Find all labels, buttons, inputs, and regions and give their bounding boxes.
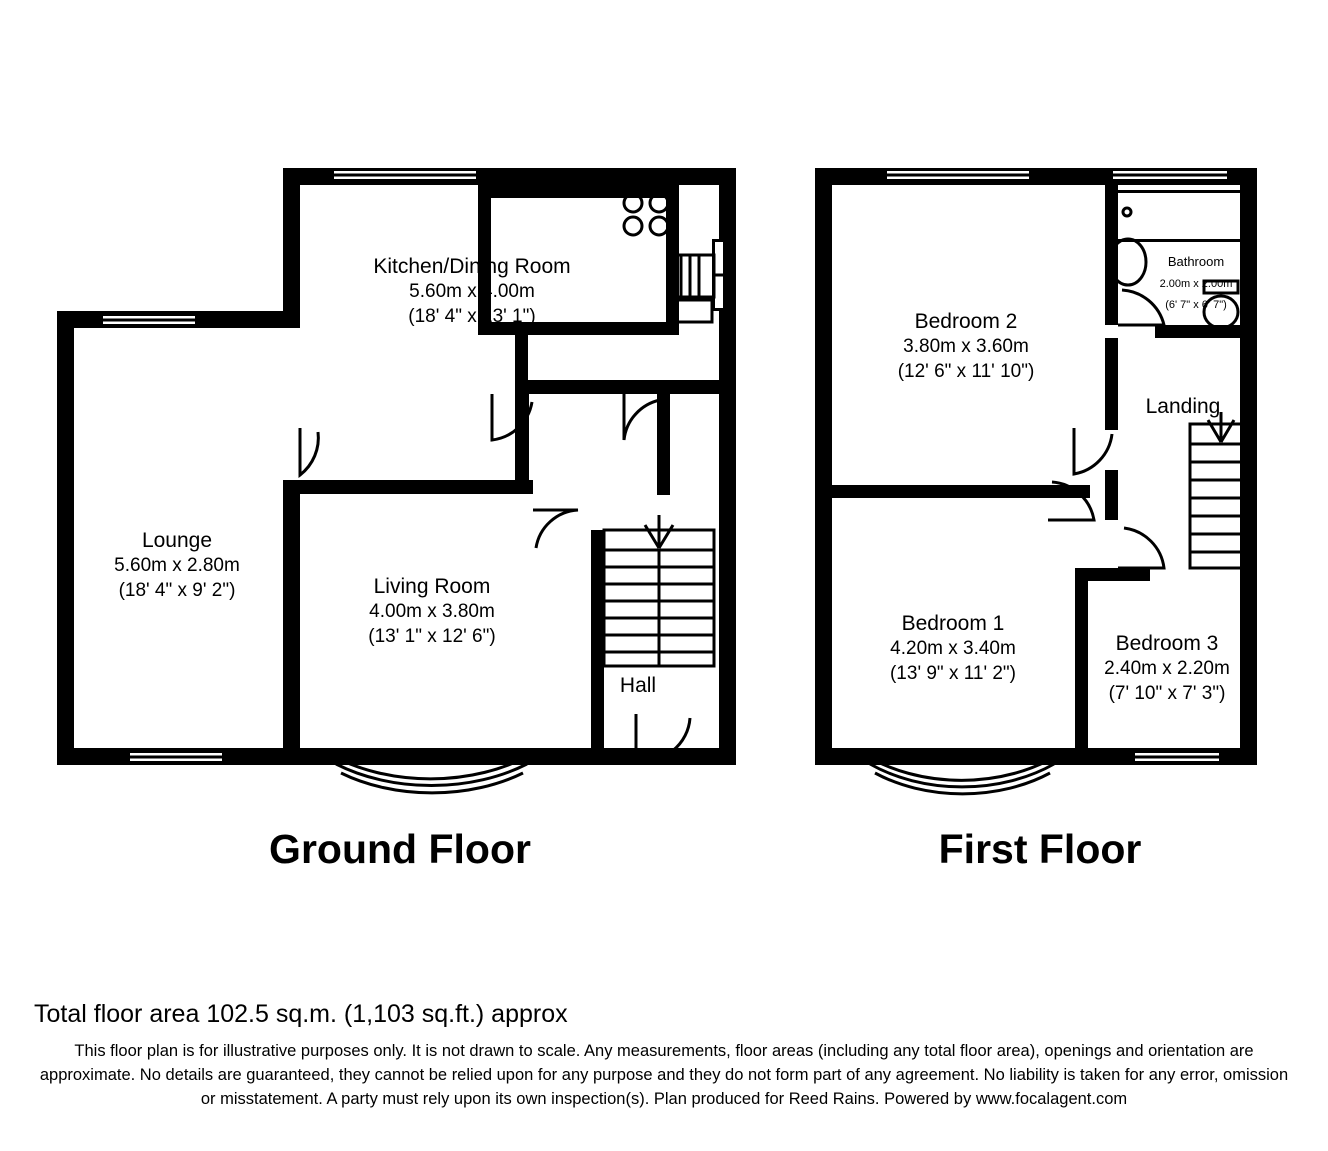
room-imperial: (13' 1" x 12' 6") [368,625,496,647]
bay-window [341,773,523,793]
room-metric: 4.00m x 3.80m [369,601,495,623]
wall-segment [815,168,832,765]
room-label-bedroom-3 [1097,630,1237,707]
room-label-lounge [58,527,296,604]
wall-segment [657,390,670,495]
room-metric: 2.00m x 2.00m [1159,277,1233,290]
bay-window [875,773,1050,794]
room-name: Lounge [141,529,213,552]
wall-segment [1155,325,1257,338]
room-imperial: (18' 4" x 13' 1") [408,305,536,327]
room-metric: 2.40m x 2.20m [1104,658,1230,680]
room-label-bathroom [1122,252,1270,314]
window [1110,168,1230,182]
room-imperial: (6' 7" x 6' 7") [1165,298,1227,311]
room-label-kitchen-dining [354,253,590,330]
window [331,168,479,182]
room-name: Hall [619,674,657,697]
window [884,168,1032,182]
room-name: Living Room [373,575,491,598]
window [1132,750,1222,764]
wall-segment [1105,338,1118,430]
bay-window [336,764,527,786]
bathtub [1248,190,1251,242]
window [127,750,225,764]
disclaimer-text [34,1040,1294,1112]
bathtub [1110,239,1251,242]
door-swing [300,428,318,475]
room-metric: 3.80m x 3.60m [903,336,1029,358]
door-swing [533,510,578,548]
bathtub [1110,190,1251,193]
wall-segment [515,380,529,490]
stair-arrow-icon [645,515,673,548]
disclaimer-body: This floor plan is for illustrative purposes only. It is not drawn to scale. Any measurements, floor areas (including any total floor area), openings and orientation are approximate. No details are guaranteed, they cannot be relied upon for any purpose and they do not form part of any agreement. No liability is taken for any error, omission or misstatement. A party must rely upon its own inspection(s). Plan produced for Reed Rains. Powered by [39,1042,1289,1108]
total-floor-area: Total floor area 102.5 sq.m. (1,103 sq.ft.) approx [34,1000,568,1028]
door-swing [1074,428,1112,474]
window [100,313,198,327]
kitchen-counter [666,185,679,335]
wall-segment [515,380,720,394]
room-name: Bedroom 2 [914,310,1018,333]
wall-segment [815,485,1090,498]
room-name: Bedroom 3 [1115,632,1219,655]
wall-segment [1105,470,1118,520]
staircase [604,530,714,666]
room-name: Bathroom [1167,254,1225,269]
room-label-living-room [313,573,551,650]
room-name: Landing [1145,395,1221,418]
kitchen-counter [478,185,679,198]
hob-ring-icon [624,217,642,235]
wall-segment [283,480,533,494]
room-metric: 5.60m x 4.00m [409,281,535,303]
website-link: www.focalagent.com [975,1089,1128,1108]
room-metric: 5.60m x 2.80m [114,555,240,577]
window [712,239,726,311]
wall-segment [283,168,300,328]
room-label-landing [1128,393,1238,420]
room-label-hall [598,672,678,699]
bathtub [1110,190,1113,242]
wall-segment [1075,568,1088,765]
wall-segment [591,530,604,765]
room-imperial: (12' 6" x 11' 10") [897,360,1035,382]
room-imperial: (18' 4" x 9' 2") [118,579,236,601]
wall-segment [283,480,300,765]
room-imperial: (13' 9" x 11' 2") [889,662,1016,684]
room-label-bedroom-2 [846,308,1086,385]
room-name: Bedroom 1 [901,612,1005,635]
room-imperial: (7' 10" x 7' 3") [1108,682,1226,704]
door-swing [1118,528,1164,568]
bath-plug-icon [1123,208,1131,216]
floor-title-first: First Floor [938,826,1142,872]
kitchen-counter [515,335,528,385]
room-name: Kitchen/Dining Room [373,255,571,278]
floor-title-ground: Ground Floor [269,826,531,872]
room-metric: 4.20m x 3.40m [890,638,1016,660]
room-label-bedroom-1 [833,610,1073,687]
bay-window [870,764,1054,787]
door-swing [624,394,660,440]
